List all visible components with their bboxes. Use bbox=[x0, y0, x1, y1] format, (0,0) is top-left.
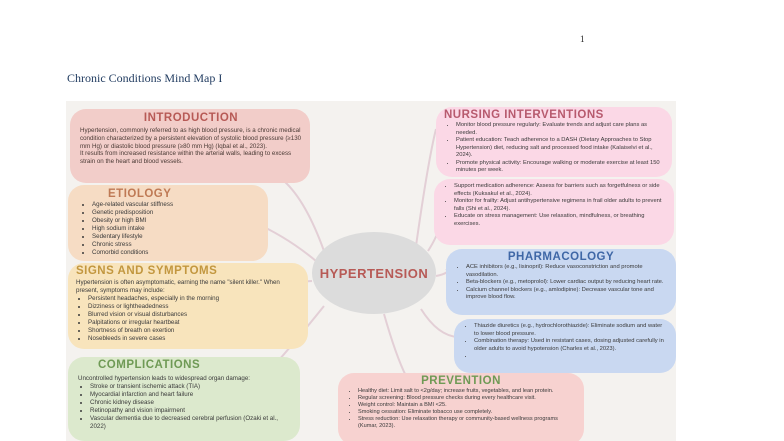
complications-heading: COMPLICATIONS bbox=[98, 359, 201, 371]
complications-intro: Uncontrolled hypertension leads to widespread organ damage: bbox=[78, 375, 250, 382]
connector-nursing bbox=[416, 129, 436, 246]
introduction-heading: INTRODUCTION bbox=[143, 112, 239, 124]
list-item: • Regular screening: Blood pressure checks during every healthcare visit. bbox=[358, 395, 576, 402]
center-title: HYPERTENSION bbox=[319, 265, 429, 281]
introduction-text-1: Hypertension, commonly referred to as high blood pressure, is a chronic medical condition characterized by a persistent elevation of systolic blood pressure (≥130 mm Hg) or diastolic blood pressure (≥80 mm Hg) (Iqbal et al., 2023). bbox=[80, 127, 302, 150]
nursing-interventions-box-2 bbox=[434, 179, 674, 245]
list-item: • Chronic stress bbox=[92, 241, 260, 249]
list-item: • Dizziness or lightheadedness bbox=[88, 303, 300, 311]
etiology-box bbox=[68, 185, 268, 261]
list-item: • Retinopathy and vision impairment bbox=[90, 407, 292, 415]
list-item: • Chronic kidney disease bbox=[90, 399, 292, 407]
mind-map bbox=[66, 101, 676, 441]
document-title: Chronic Conditions Mind Map I bbox=[67, 71, 223, 85]
signs-symptoms-box bbox=[68, 263, 308, 349]
list-item: • Blurred vision or visual disturbances bbox=[88, 311, 300, 319]
list-item: • Support medication adherence: Assess for barriers such as forgetfulness or side effects (Kuksakul et al., 2024). bbox=[454, 183, 666, 198]
complications-list bbox=[78, 383, 292, 431]
etiology-list bbox=[80, 201, 260, 257]
etiology-heading: ETIOLOGY bbox=[108, 188, 172, 200]
list-item: • ACE inhibitors (e.g., lisinopril): Reduce vasoconstriction and promote vasodilation. bbox=[466, 264, 668, 279]
list-item: • Educate on stress management: Use relaxation, mindfulness, or breathing exercises. bbox=[454, 213, 666, 228]
list-item: • Patient education: Teach adherence to a DASH (Dietary Approaches to Stop Hypertension) diet, reducing salt and processed food intake (Kalaiselvi et al., 2024). bbox=[456, 137, 664, 160]
introduction-box bbox=[70, 109, 310, 183]
nursing-interventions-list-2 bbox=[442, 183, 666, 228]
nursing-interventions-box bbox=[436, 107, 672, 177]
nursing-interventions-list bbox=[444, 122, 664, 175]
pharmacology-list-2 bbox=[462, 323, 668, 361]
list-item: • Shortness of breath on exertion bbox=[88, 327, 300, 335]
connector-prevention bbox=[384, 314, 406, 376]
list-item: • Monitor for frailty: Adjust antihypertensive regimens in frail older adults to prevent falls (Shi et al., 2024). bbox=[454, 198, 666, 213]
center-node bbox=[312, 232, 436, 314]
list-item bbox=[474, 353, 668, 361]
list-item: • Comorbid conditions bbox=[92, 249, 260, 257]
list-item: • Nosebleeds in severe cases bbox=[88, 335, 300, 343]
signs-symptoms-heading: SIGNS AND SYMPTOMS bbox=[76, 265, 218, 277]
prevention-list bbox=[346, 388, 576, 430]
signs-symptoms-intro: Hypertension is often asymptomatic, earning the name "silent killer." When present, symptoms may include: bbox=[76, 279, 280, 294]
list-item: • Myocardial infarction and heart failure bbox=[90, 391, 292, 399]
pharmacology-list bbox=[454, 264, 668, 302]
list-item: • Obesity or high BMI bbox=[92, 217, 260, 225]
list-item: • Promote physical activity: Encourage walking or moderate exercise at least 150 minutes per week. bbox=[456, 160, 664, 175]
signs-symptoms-list bbox=[76, 295, 300, 343]
list-item: • Thiazide diuretics (e.g., hydrochlorothiazide): Eliminate sodium and water to lower blood pressure. bbox=[474, 323, 668, 338]
introduction-text-2: It results from increased resistance within the arterial walls, leading to excess strain on the heart and blood vessels. bbox=[80, 150, 292, 165]
list-item: • Age-related vascular stiffness bbox=[92, 201, 260, 209]
list-item: • Combination therapy: Used in resistant cases, dosing adjusted carefully in older adults to avoid hypotension (Charles et al., 2023). bbox=[474, 338, 668, 353]
list-item: • Monitor blood pressure regularly: Evaluate trends and adjust care plans as needed. bbox=[456, 122, 664, 137]
list-item: • Persistent headaches, especially in the morning bbox=[88, 295, 300, 303]
list-item: • Vascular dementia due to decreased cerebral perfusion (Ozaki et al., 2022) bbox=[90, 415, 292, 431]
list-item: • Smoking cessation: Eliminate tobacco use completely. bbox=[358, 409, 576, 416]
list-item: • High sodium intake bbox=[92, 225, 260, 233]
list-item: • Healthy diet: Limit salt to <2g/day; increase fruits, vegetables, and lean protein. bbox=[358, 388, 576, 395]
list-item: • Palpitations or irregular heartbeat bbox=[88, 319, 300, 327]
connector-introduction bbox=[284, 181, 324, 251]
list-item: • Sedentary lifestyle bbox=[92, 233, 260, 241]
pharmacology-heading: PHARMACOLOGY bbox=[507, 251, 615, 263]
prevention-box bbox=[338, 373, 584, 441]
connector-pharmacology-2 bbox=[421, 309, 458, 337]
complications-box bbox=[68, 357, 300, 441]
pharmacology-box-2 bbox=[454, 319, 676, 373]
list-item: • Beta-blockers (e.g., metoprolol): Lower cardiac output by reducing heart rate. bbox=[466, 279, 668, 287]
list-item: • Weight control: Maintain a BMI <25. bbox=[358, 402, 576, 409]
list-item: • Genetic predisposition bbox=[92, 209, 260, 217]
nursing-interventions-heading: NURSING INTERVENTIONS bbox=[444, 109, 604, 121]
pharmacology-box bbox=[446, 249, 676, 315]
list-item: • Stroke or transient ischemic attack (TIA) bbox=[90, 383, 292, 391]
page-number: 1 bbox=[580, 34, 585, 44]
prevention-heading: PREVENTION bbox=[421, 375, 501, 387]
list-item: • Calcium channel blockers (e.g., amlodipine): Decrease vascular tone and improve blood flow. bbox=[466, 287, 668, 302]
list-item: • Stress reduction: Use relaxation therapy or community-based wellness programs (Kumar, 2023). bbox=[358, 416, 576, 430]
